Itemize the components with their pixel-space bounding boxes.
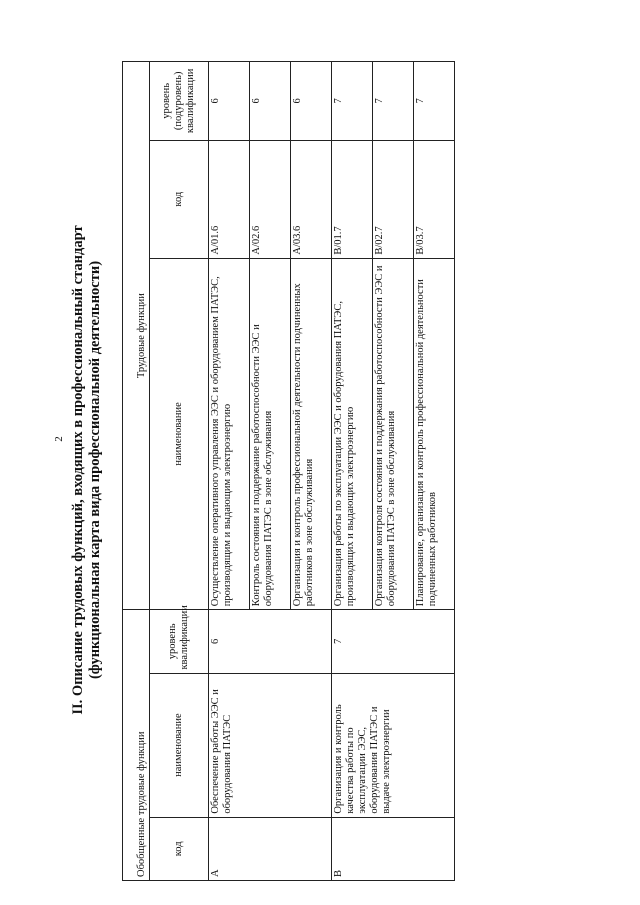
tf-level: 6 (291, 62, 332, 141)
gf-name: Обеспечение работы ЭЭС и оборудования ПАТЭС (209, 673, 332, 817)
tf-name: Организация и контроль профессиональной деятельности подчиненных работников в зоне обслуживания (291, 258, 332, 610)
page-number: 2 (53, 436, 65, 442)
tf-code: A/01.6 (209, 140, 250, 258)
tf-name: Осуществление оперативного управления ЭЭС и оборудованием ПАТЭС, производящим и выдающим электроэнергию (209, 258, 250, 610)
group-functions-header: Трудовые функции (135, 62, 150, 610)
column-header-row (150, 62, 209, 881)
group-header-row (135, 62, 150, 881)
tf-level: 7 (373, 62, 414, 141)
col-name-header: наименование (150, 673, 209, 817)
col-tf-name-header: наименование (150, 258, 209, 610)
tf-name: Контроль состояния и поддержание работоспособности ЭЭС и оборудования ПАТЭС в зоне обслуживания (250, 258, 291, 610)
col-level-header: уровень квалификации (150, 610, 209, 673)
gf-level: 6 (209, 610, 332, 673)
table-spacer-row (123, 62, 136, 881)
tf-level: 6 (209, 62, 250, 141)
tf-code: B/03.7 (414, 140, 455, 258)
group-generalized-header: Обобщенные трудовые функции (135, 610, 150, 881)
functional-map-table (122, 61, 455, 881)
tf-code: B/01.7 (332, 140, 373, 258)
rotated-page-content (70, 45, 620, 895)
tf-level: 7 (414, 62, 455, 141)
col-code-header: код (150, 817, 209, 880)
table-row (209, 62, 250, 881)
heading-line-2: (функциональная карта вида профессиональной деятельности) (87, 260, 103, 680)
col-tf-level-header: уровень (подуровень) квалификации (150, 62, 209, 141)
tf-code: B/02.7 (373, 140, 414, 258)
table-row (332, 62, 373, 881)
tf-level: 6 (250, 62, 291, 141)
col-tf-code-header: код (150, 140, 209, 258)
gf-level: 7 (332, 610, 455, 673)
tf-name: Организация работы по эксплуатации ЭЭС и оборудования ПАТЭС, производящих и выдающих электроэнергию (332, 258, 373, 610)
tf-code: A/02.6 (250, 140, 291, 258)
gf-name: Организация и контроль качества работы по эксплуатации ЭЭС, оборудования ПАТЭС и выдаче электроэнергии (332, 673, 455, 817)
tf-name: Планирование, организация и контроль профессиональной деятельности подчиненных работников (414, 258, 455, 610)
tf-level: 7 (332, 62, 373, 141)
section-heading (70, 45, 118, 895)
gf-code: A (209, 817, 332, 880)
gf-code: B (332, 817, 455, 880)
tf-code: A/03.6 (291, 140, 332, 258)
heading-line-1: II. Описание трудовых функций, входящих в профессиональный стандарт (70, 225, 86, 715)
tf-name: Организация контроля состояния и поддержания работоспособности ЭЭС и оборудования ПАТЭС в зоне обслуживания (373, 258, 414, 610)
